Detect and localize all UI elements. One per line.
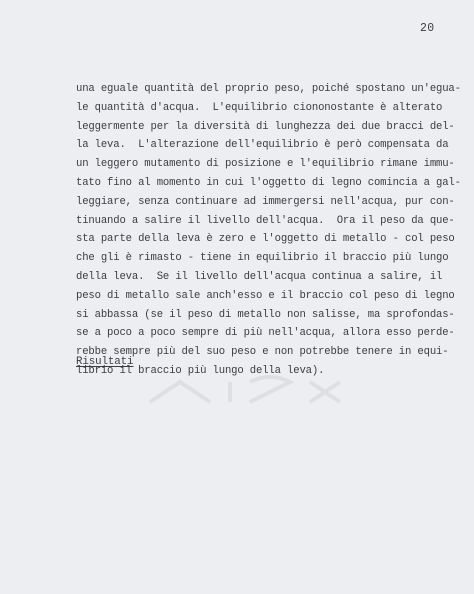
- text-line: tinuando a salire il livello dell'acqua. Ora il peso da que-: [76, 214, 455, 227]
- text-line: rebbe sempre più del suo peso e non potrebbe tenere in equi-: [76, 346, 449, 359]
- text-line: sta parte della leva è zero e l'oggetto di metallo - col peso: [76, 233, 455, 246]
- section-heading: Risultati: [76, 356, 134, 368]
- text-line: si abbassa (se il peso di metallo non salisse, ma sprofondas-: [76, 308, 455, 321]
- text-line: la leva. L'alterazione dell'equilibrio è però compensata da: [76, 139, 449, 152]
- page-number: 20: [420, 22, 435, 35]
- text-line: una eguale quantità del proprio peso, poiché spostano un'egua-: [76, 83, 461, 95]
- text-line: se a poco a poco sempre di più nell'acqua, allora esso perde-: [76, 327, 455, 340]
- body-paragraph: [76, 80, 461, 381]
- text-line: peso di metallo sale anch'esso e il braccio col peso di legno: [76, 289, 455, 302]
- text-line: che gli è rimasto - tiene in equilibrio il braccio più lungo: [76, 252, 449, 265]
- text-line: un leggero mutamento di posizione e l'equilibrio rimane immu-: [76, 158, 455, 171]
- text-line: leggermente per la diversità di lunghezza dei due bracci del-: [76, 120, 455, 133]
- text-line: della leva. Se il livello dell'acqua continua a salire, il: [76, 270, 443, 283]
- text-line: librio il braccio più lungo della leva).: [76, 364, 325, 377]
- text-line: le quantità d'acqua. L'equilibrio ciononostante è alterato: [76, 101, 443, 114]
- text-line: leggiare, senza continuare ad immergersi nell'acqua, pur con-: [76, 195, 455, 208]
- text-line: tato fino al momento in cui l'oggetto di legno comincia a gal-: [76, 176, 461, 189]
